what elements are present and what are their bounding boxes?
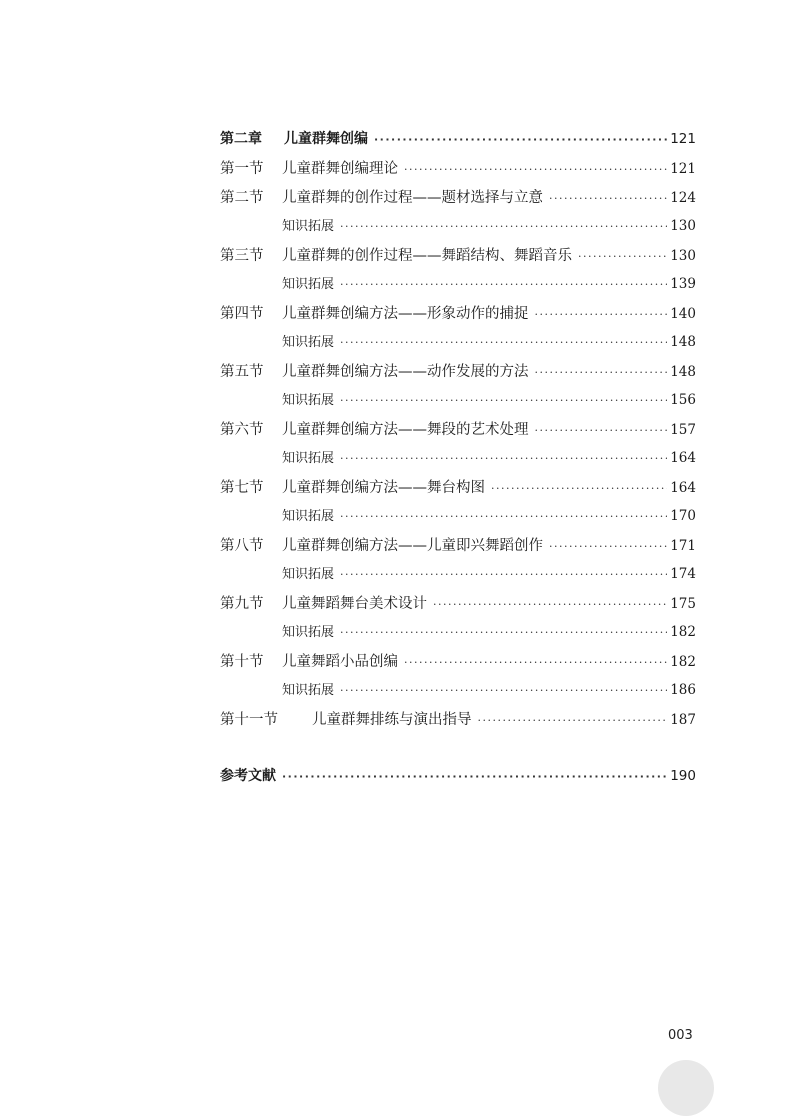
dot-leader — [404, 656, 667, 669]
entry-page: 182 — [670, 654, 696, 670]
toc-section[interactable] — [220, 534, 696, 563]
section-title: 儿童群舞的创作过程——题材选择与立意 — [282, 190, 543, 206]
entry-page: 148 — [670, 364, 696, 380]
toc-section[interactable] — [220, 360, 696, 389]
chapter-number: 第二章 — [220, 131, 262, 147]
entry-page: 175 — [670, 596, 696, 612]
toc-subentry[interactable] — [220, 621, 696, 650]
entry-page: 171 — [670, 538, 696, 554]
dot-leader — [340, 568, 667, 581]
toc-subentry[interactable] — [220, 447, 696, 476]
section-number: 第七节 — [220, 480, 264, 496]
toc-section[interactable] — [220, 708, 696, 737]
dot-leader — [340, 278, 667, 291]
chapter-title: 儿童群舞创编 — [284, 131, 368, 147]
subentry-title: 知识拓展 — [282, 277, 335, 292]
subentry-title: 知识拓展 — [282, 509, 335, 524]
references-title: 参考文献 — [220, 768, 276, 784]
entry-page: 187 — [670, 712, 696, 728]
toc-subentry[interactable] — [220, 389, 696, 418]
entry-page: 174 — [670, 566, 696, 582]
entry-page: 170 — [670, 508, 696, 524]
entry-page: 124 — [670, 190, 696, 206]
entry-page: 164 — [670, 480, 696, 496]
entry-page: 130 — [670, 218, 696, 234]
dot-leader — [340, 394, 667, 407]
section-number: 第十节 — [220, 654, 264, 670]
dot-leader — [478, 714, 668, 727]
section-title: 儿童舞蹈舞台美术设计 — [282, 596, 427, 612]
entry-page: 139 — [670, 276, 696, 292]
entry-page: 157 — [670, 422, 696, 438]
page-corner-tab — [658, 1060, 714, 1116]
section-title: 儿童群舞创编方法——动作发展的方法 — [282, 364, 529, 380]
dot-leader — [404, 163, 667, 176]
section-title: 儿童群舞创编方法——儿童即兴舞蹈创作 — [282, 538, 543, 554]
toc-subentry[interactable] — [220, 273, 696, 302]
dot-leader — [578, 250, 667, 263]
entry-page: 182 — [670, 624, 696, 640]
table-of-contents — [220, 128, 696, 794]
dot-leader — [491, 482, 667, 495]
toc-subentry[interactable] — [220, 505, 696, 534]
chapter-page: 121 — [670, 131, 696, 147]
dot-leader — [535, 308, 668, 321]
section-number: 第一节 — [220, 161, 264, 177]
dot-leader — [340, 684, 667, 697]
entry-page: 164 — [670, 450, 696, 466]
section-title: 儿童群舞创编方法——舞段的艺术处理 — [282, 422, 529, 438]
dot-leader — [535, 366, 668, 379]
toc-section[interactable] — [220, 302, 696, 331]
section-number: 第四节 — [220, 306, 264, 322]
section-number: 第九节 — [220, 596, 264, 612]
section-number: 第八节 — [220, 538, 264, 554]
toc-subentry[interactable] — [220, 563, 696, 592]
dot-leader — [549, 540, 667, 553]
section-title: 儿童群舞创编理论 — [282, 161, 398, 177]
subentry-title: 知识拓展 — [282, 451, 335, 466]
toc-references[interactable] — [220, 765, 696, 794]
subentry-title: 知识拓展 — [282, 393, 335, 408]
toc-section[interactable] — [220, 592, 696, 621]
dot-leader — [340, 510, 667, 523]
toc-section[interactable] — [220, 244, 696, 273]
section-number: 第三节 — [220, 248, 264, 264]
toc-chapter[interactable] — [220, 128, 696, 157]
dot-leader — [340, 452, 667, 465]
dot-leader — [340, 220, 667, 233]
section-title: 儿童舞蹈小品创编 — [282, 654, 398, 670]
subentry-title: 知识拓展 — [282, 219, 335, 234]
toc-section[interactable] — [220, 476, 696, 505]
dot-leader — [340, 626, 667, 639]
dot-leader — [433, 598, 667, 611]
subentry-title: 知识拓展 — [282, 567, 335, 582]
toc-subentry[interactable] — [220, 679, 696, 708]
dot-leader — [549, 192, 667, 205]
entry-page: 130 — [670, 248, 696, 264]
references-page: 190 — [670, 768, 696, 784]
subentry-title: 知识拓展 — [282, 683, 335, 698]
dot-leader — [374, 133, 667, 146]
toc-section[interactable] — [220, 157, 696, 186]
toc-section[interactable] — [220, 186, 696, 215]
entry-page: 148 — [670, 334, 696, 350]
page-number: 003 — [668, 1028, 693, 1043]
entry-page: 140 — [670, 306, 696, 322]
toc-section[interactable] — [220, 418, 696, 447]
entry-page: 156 — [670, 392, 696, 408]
section-number: 第十一节 — [220, 712, 278, 728]
toc-subentry[interactable] — [220, 215, 696, 244]
section-number: 第六节 — [220, 422, 264, 438]
dot-leader — [340, 336, 667, 349]
dot-leader — [535, 424, 668, 437]
toc-subentry[interactable] — [220, 331, 696, 360]
toc-section[interactable] — [220, 650, 696, 679]
toc-entries — [220, 157, 696, 737]
entry-page: 121 — [670, 161, 696, 177]
subentry-title: 知识拓展 — [282, 625, 335, 640]
section-number: 第二节 — [220, 190, 264, 206]
section-title: 儿童群舞的创作过程——舞蹈结构、舞蹈音乐 — [282, 248, 572, 264]
section-number: 第五节 — [220, 364, 264, 380]
section-title: 儿童群舞排练与演出指导 — [312, 712, 472, 728]
section-title: 儿童群舞创编方法——舞台构图 — [282, 480, 485, 496]
entry-page: 186 — [670, 682, 696, 698]
section-title: 儿童群舞创编方法——形象动作的捕捉 — [282, 306, 529, 322]
subentry-title: 知识拓展 — [282, 335, 335, 350]
dot-leader — [282, 770, 667, 783]
